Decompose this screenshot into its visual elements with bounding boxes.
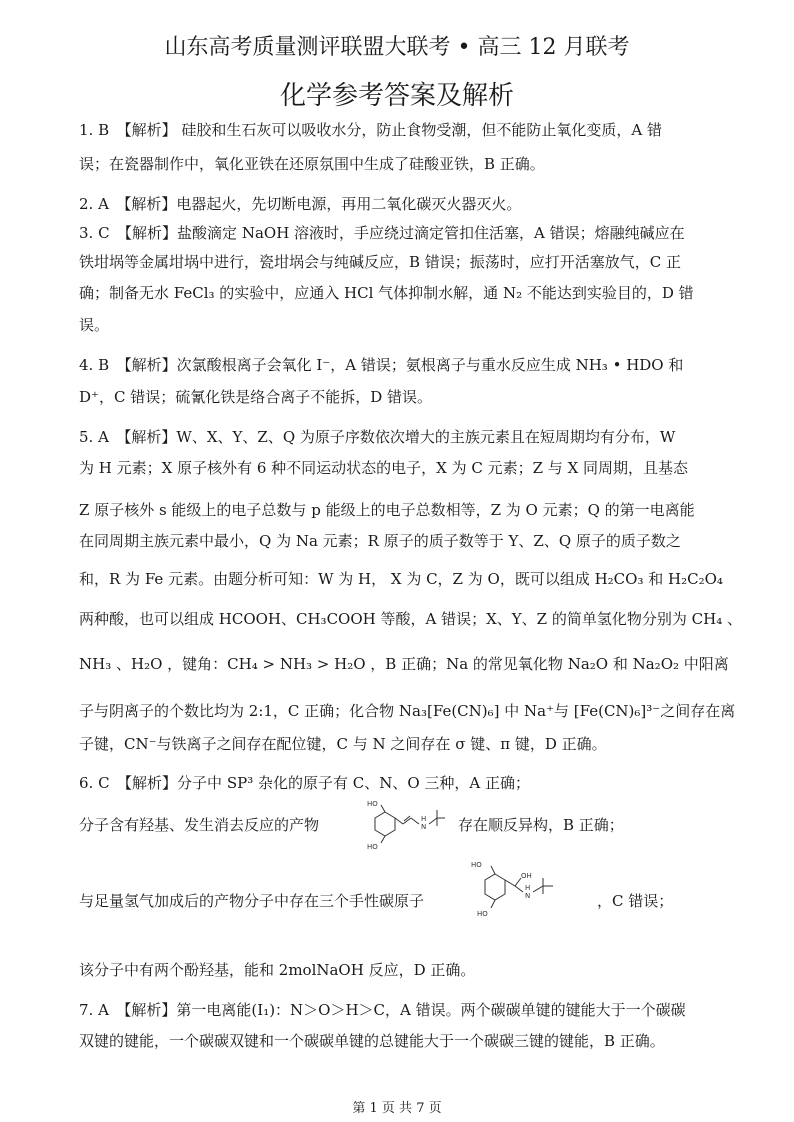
text-line: 子与阴离子的个数比均为 2:1，C 正确；化合物 Na₃[Fe(CN)₆] 中 Na⁺与 [Fe(CN)₆]³⁻之间存在离 [79, 702, 736, 720]
text-line: 4. B 【解析】次氯酸根离子会氧化 I⁻，A 错误；氨根离子与重水反应生成 NH₃ • HDO 和 [79, 356, 684, 374]
text-line: 确；制备无水 FeCl₃ 的实验中，应通入 HCl 气体抑制水解，通 N₂ 不能达到实验目的，D 错 [79, 284, 694, 302]
text-line: 该分子中有两个酚羟基，能和 2molNaOH 反应，D 正确。 [79, 961, 476, 979]
text-line: 3. C 【解析】盐酸滴定 NaOH 溶液时，手应绕过滴定管扣住活塞，A 错误；熔融纯碱应在 [79, 224, 685, 242]
text-line: 误。 [79, 316, 110, 334]
text-line: 和，R 为 Fe 元素。由题分析可知：W 为 H， X 为 C，Z 为 O，既可以组成 H₂CO₃ 和 H₂C₂O₄ [79, 570, 723, 588]
text-line: ，C 错误； [597, 892, 674, 910]
page-number: 第 1 页 共 7 页 [352, 1101, 442, 1116]
text-line: NH₃ 、H₂O ，键角：CH₄ > NH₃ > H₂O ，B 正确；Na 的常见氧化物 Na₂O 和 Na₂O₂ 中阳离 [79, 655, 729, 673]
text-line: 2. A 【解析】电器起火，先切断电源，再用二氧化碳灭火器灭火。 [79, 195, 522, 213]
hydroxyl-label: HO [477, 910, 488, 918]
text-line: 存在顺反异构，B 正确； [458, 816, 624, 834]
amine-h-label: H [421, 815, 427, 823]
text-line: Z 原子核外 s 能级上的电子总数与 p 能级上的电子总数相等，Z 为 O 元素；Q 的第一电离能 [79, 501, 695, 519]
text-line: 两种酸，也可以组成 HCOOH、CH₃COOH 等酸，A 错误；X、Y、Z 的简单氢化物分别为 CH₄ 、 [79, 610, 742, 628]
text-line: 7. A 【解析】第一电离能(I₁)：N＞O＞H＞C，A 错误。两个碳碳单键的键能大于一个碳碳 [79, 1001, 686, 1019]
text-line: 双键的键能，一个碳碳双键和一个碳碳单键的总键能大于一个碳碳三键的键能，B 正确。 [79, 1032, 665, 1050]
text-line: 5. A 【解析】W、X、Y、Z、Q 为原子序数依次增大的主族元素且在短周期均有分布，W [79, 428, 676, 446]
page-title: 化学参考答案及解析 [279, 81, 514, 111]
text-line: 分子含有羟基、发生消去反应的产物 [79, 816, 320, 834]
text-line: 6. C 【解析】分子中 SP³ 杂化的原子有 C、N、O 三种，A 正确； [79, 774, 531, 792]
amine-h-label: H [525, 884, 531, 892]
amine-n-label: N [525, 892, 531, 900]
text-line: 1. B 【解析】 硅胶和生石灰可以吸收水分，防止食物受潮，但不能防止氧化变质，A 错 [79, 121, 662, 139]
text-line: 与足量氢气加成后的产物分子中存在三个手性碳原子 [79, 892, 425, 910]
molecule-structure-1 [355, 800, 455, 855]
hydroxyl-label: HO [471, 861, 482, 869]
text-line: 在同周期主族元素中最小，Q 为 Na 元素；R 原子的质子数等于 Y、Z、Q 原子的质子数之 [79, 532, 681, 550]
hydroxyl-label: OH [521, 872, 532, 880]
text-line: 为 H 元素；X 原子核外有 6 种不同运动状态的电子，X 为 C 元素；Z 与 X 同周期，且基态 [79, 459, 689, 477]
hydroxyl-label: HO [367, 843, 378, 851]
text-line: 铁坩埚等金属坩埚中进行，瓷坩埚会与纯碱反应，B 错误；振荡时，应打开活塞放气，C 正 [79, 253, 682, 271]
molecule-structure-2 [465, 858, 575, 924]
text-line: 子键，CN⁻与铁离子之间存在配位键，C 与 N 之间存在 σ 键、π 键，D 正确。 [79, 735, 607, 753]
exam-header: 山东高考质量测评联盟大联考 • 高三 12 月联考 [164, 35, 630, 60]
text-line: D⁺，C 错误；硫氰化铁是络合离子不能拆，D 错误。 [79, 388, 432, 406]
hydroxyl-label: HO [367, 800, 378, 808]
text-line: 误；在瓷器制作中，氧化亚铁在还原氛围中生成了硅酸亚铁，B 正确。 [79, 155, 545, 173]
amine-n-label: N [421, 823, 427, 831]
